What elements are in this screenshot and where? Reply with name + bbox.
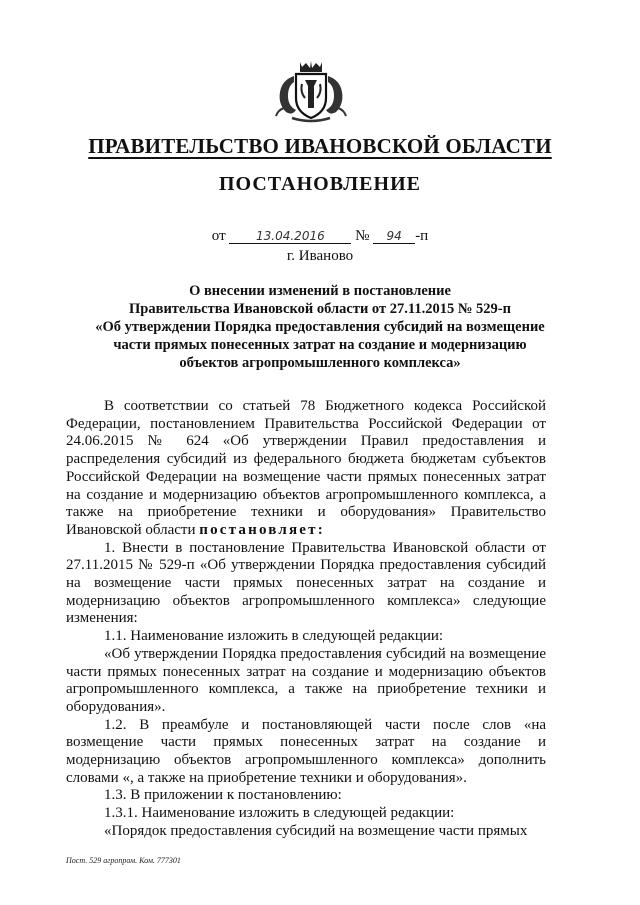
preamble-paragraph: [66, 398, 546, 540]
paragraph-1-2: 1.2. В преамбуле и постановляющей части после слов «на возмещение части прямых понесенных затрат на создание и модернизацию объектов агропромышленного комплекса» дополнить словами «, а также на приобретение техники и оборудования».: [66, 716, 546, 786]
title-line: объектов агропромышленного комплекса»: [179, 355, 461, 371]
document-title: [60, 282, 580, 372]
title-line: части прямых понесенных затрат на создание и модернизацию: [113, 337, 527, 353]
paragraph-1-1-text: «Об утверждении Порядка предоставления субсидий на возмещение части прямых понесенных затрат на создание и модернизацию объектов агропромышленного комплекса, а также на приобретение техники и оборудования».: [66, 645, 546, 715]
paragraph-1: 1. Внести в постановление Правительства Ивановской области от 27.11.2015 № 529-п «Об утверждении Порядка предоставления субсидий на возмещение части прямых понесенных затрат на создание и модернизацию объектов агропромышленного комплекса» следующие изменения:: [66, 539, 546, 627]
government-name: ПРАВИТЕЛЬСТВО ИВАНОВСКОЙ ОБЛАСТИ: [88, 134, 552, 158]
paragraph-1-3-1-text: «Порядок предоставления субсидий на возмещение части прямых: [104, 822, 528, 839]
title-line: «Об утверждении Порядка предоставления субсидий на возмещение: [95, 319, 545, 335]
coat-of-arms-icon: [272, 58, 350, 124]
document-body: [66, 398, 546, 841]
document-type: ПОСТАНОВЛЕНИЕ: [219, 173, 421, 195]
date-field: 13.04.2016: [229, 229, 351, 244]
number-field: 94: [373, 229, 415, 244]
number-suffix: -п: [415, 228, 429, 244]
number-label: №: [355, 228, 370, 244]
title-line: О внесении изменений в постановление: [189, 283, 451, 299]
date-number-line: [0, 228, 640, 245]
paragraph-1-3: 1.3. В приложении к постановлению:: [104, 787, 342, 804]
date-prefix: от: [211, 228, 226, 244]
title-line: Правительства Ивановской области от 27.11.2015 № 529-п: [129, 301, 511, 317]
city: г. Иваново: [286, 248, 354, 264]
paragraph-1-1: 1.1. Наименование изложить в следующей редакции:: [104, 628, 444, 645]
footer-reference: Пост. 529 агропром. Ком. 777301: [66, 856, 181, 865]
decree-word: постановляет:: [199, 521, 325, 538]
paragraph-1-3-1: 1.3.1. Наименование изложить в следующей редакции:: [104, 805, 455, 822]
preamble-text: В соответствии со статьей 78 Бюджетного кодекса Российской Федерации, постановлением Правительства Российской Федерации от 24.06.2015 № 624 «Об утверждении Правил предоставления и распределения субсидий из федерального бюджета бюджетам субъектов Российской Федерации на возмещение части прямых понесенных затрат на создание и модернизацию объектов агропромышленного комплекса, а также на приобретение техники и оборудования» Правительство Ивановской области: [66, 398, 546, 538]
